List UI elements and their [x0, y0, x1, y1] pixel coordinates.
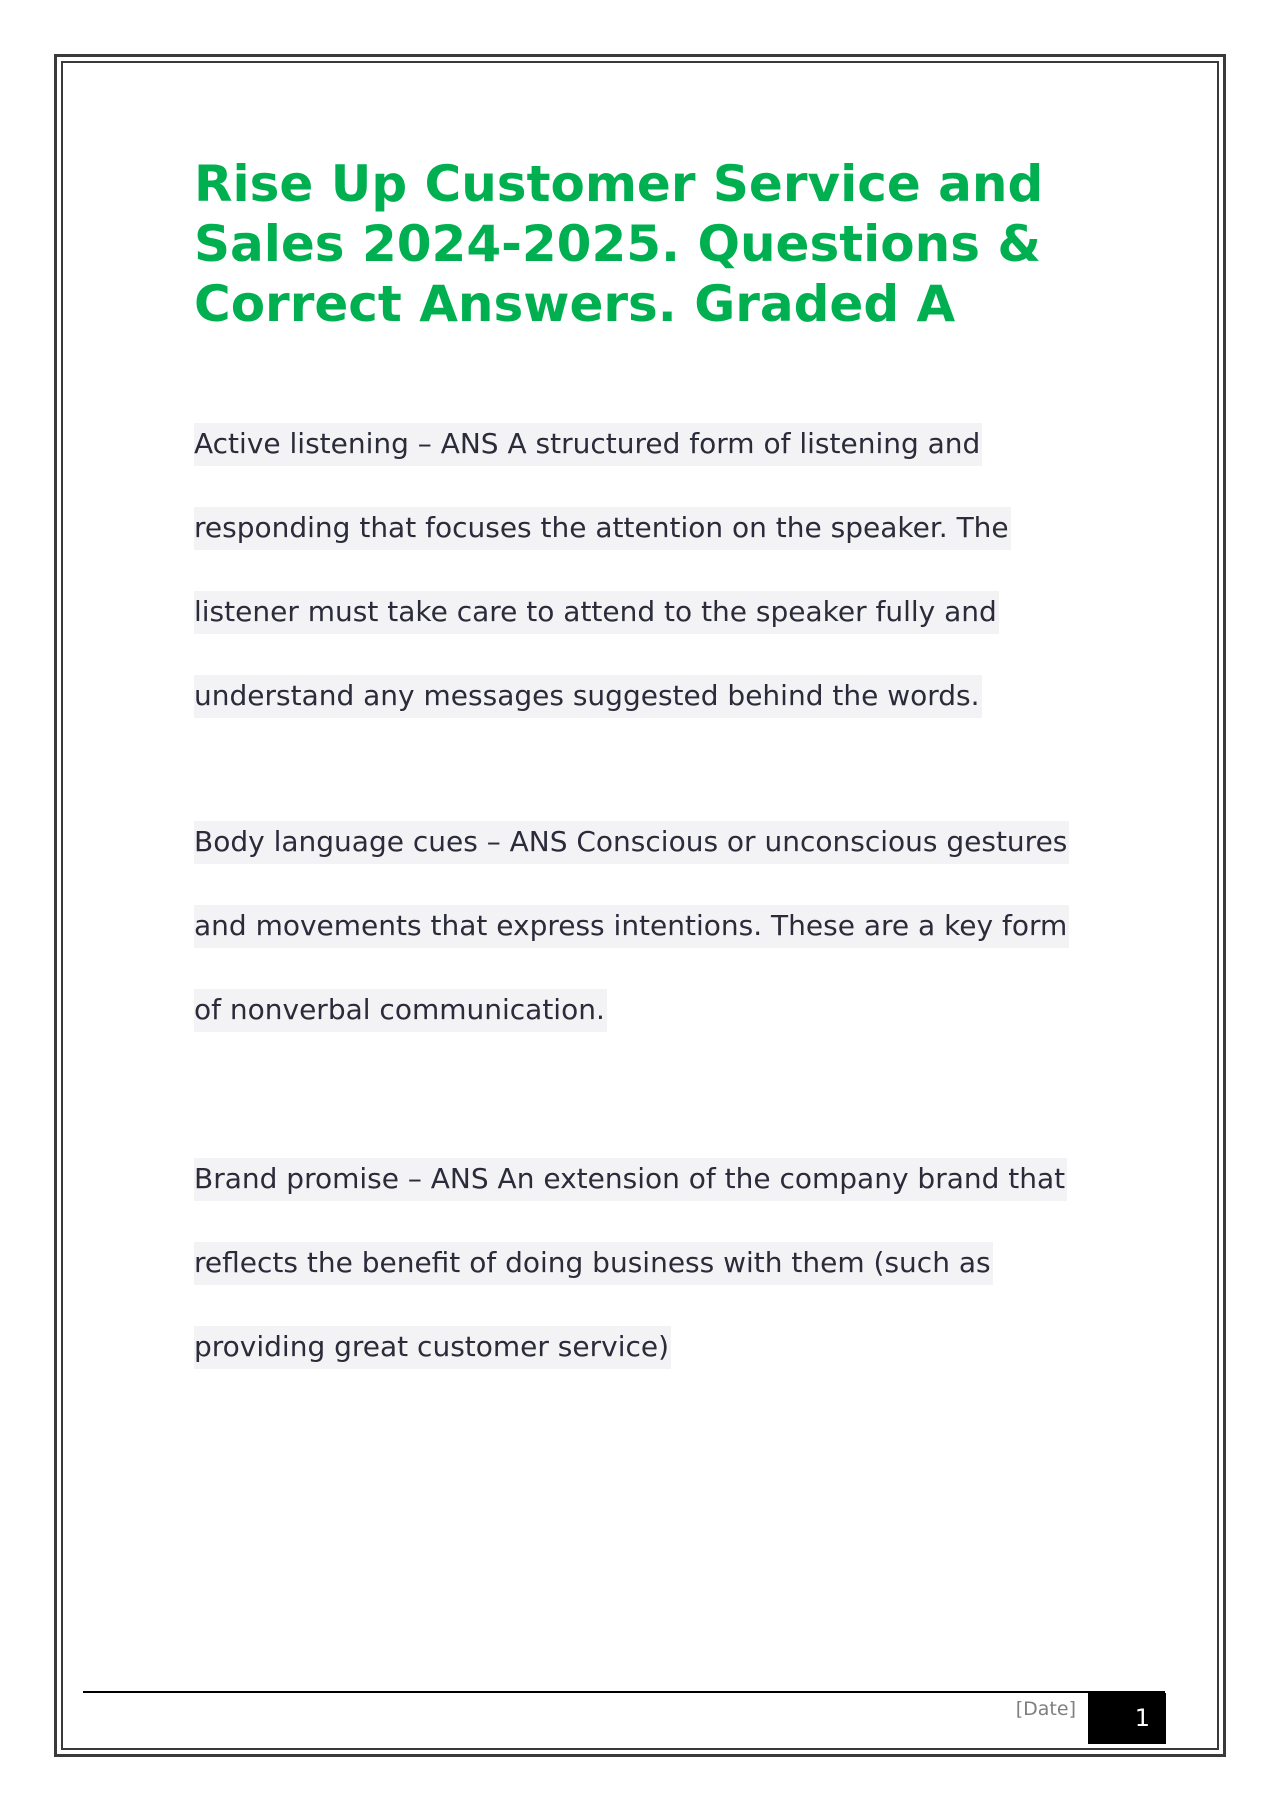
qa-entry-brand-promise	[194, 1137, 1094, 1389]
qa-line: Brand promise – ANS An extension of the company brand that	[194, 1137, 1094, 1221]
qa-entry-active-listening	[194, 402, 1094, 738]
qa-line: understand any messages suggested behind the words.	[194, 654, 1094, 738]
qa-line: Body language cues – ANS Conscious or unconscious gestures	[194, 800, 1094, 884]
qa-line: of nonverbal communication.	[194, 968, 1094, 1052]
page-number: 1	[1088, 1693, 1166, 1744]
qa-line: and movements that express intentions. These are a key form	[194, 884, 1094, 968]
qa-line: listener must take care to attend to the speaker fully and	[194, 570, 1094, 654]
qa-line: responding that focuses the attention on the speaker. The	[194, 486, 1094, 570]
qa-line: providing great customer service)	[194, 1305, 1094, 1389]
qa-line: Active listening – ANS A structured form of listening and	[194, 402, 1094, 486]
footer-divider	[83, 1691, 1165, 1693]
qa-line: reflects the benefit of doing business with them (such as	[194, 1221, 1094, 1305]
document-title: Rise Up Customer Service and Sales 2024-2025. Questions & Correct Answers. Graded A	[194, 155, 1044, 333]
footer-date: [Date]	[1015, 1698, 1076, 1720]
qa-entry-body-language-cues	[194, 800, 1094, 1052]
